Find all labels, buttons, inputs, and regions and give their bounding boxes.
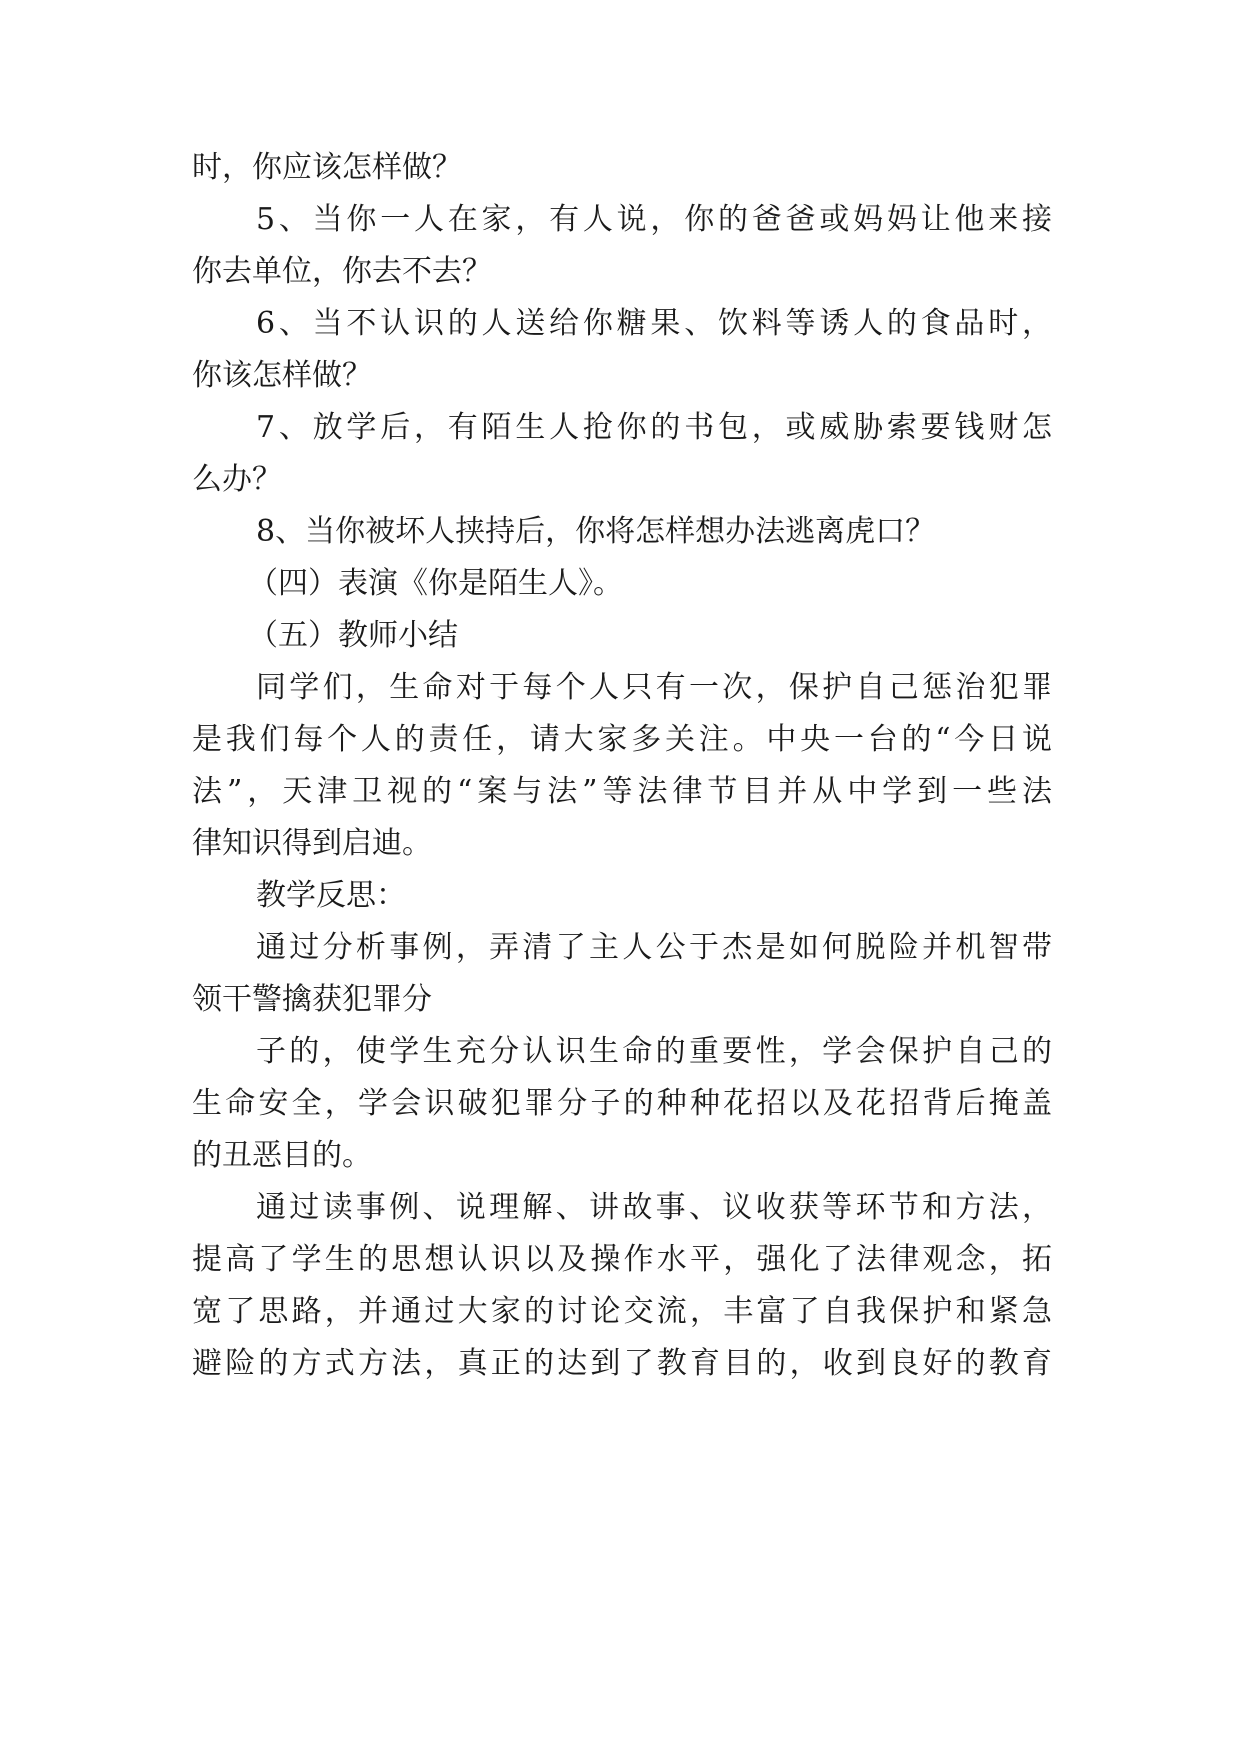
text-line: 教学反思： bbox=[256, 878, 406, 913]
text-line: 你去单位，你去不去？ bbox=[192, 254, 492, 289]
text-line: 么办？ bbox=[192, 462, 282, 497]
text-line: 提高了学生的思想认识以及操作水平，强化了法律观念，拓 bbox=[192, 1242, 1052, 1277]
text-line: 时，你应该怎样做？ bbox=[192, 150, 462, 185]
text-line: 5、当你一人在家，有人说，你的爸爸或妈妈让他来接 bbox=[256, 202, 1052, 237]
text-line: （四）表演《你是陌生人》。 bbox=[248, 566, 623, 601]
text-line: 宽了思路，并通过大家的讨论交流，丰富了自我保护和紧急 bbox=[192, 1294, 1052, 1329]
text-line: 的丑恶目的。 bbox=[192, 1138, 372, 1173]
text-line: 8、当你被坏人挟持后，你将怎样想办法逃离虎口？ bbox=[256, 514, 936, 549]
text-line: 领干警擒获犯罪分 bbox=[192, 982, 432, 1017]
text-line: 法”，天津卫视的“案与法”等法律节目并从中学到一些法 bbox=[192, 774, 1052, 809]
text-line: 避险的方式方法，真正的达到了教育目的，收到良好的教育 bbox=[192, 1346, 1052, 1381]
text-line: 是我们每个人的责任，请大家多关注。中央一台的“今日说 bbox=[192, 722, 1052, 757]
text-line: 同学们，生命对于每个人只有一次，保护自己惩治犯罪 bbox=[256, 670, 1052, 705]
text-line: 生命安全，学会识破犯罪分子的种种花招以及花招背后掩盖 bbox=[192, 1086, 1052, 1121]
text-line: 你该怎样做？ bbox=[192, 358, 372, 393]
text-line: （五）教师小结 bbox=[248, 618, 458, 653]
text-line: 子的，使学生充分认识生命的重要性，学会保护自己的 bbox=[256, 1034, 1052, 1069]
text-line: 7、放学后，有陌生人抢你的书包，或威胁索要钱财怎 bbox=[256, 410, 1052, 445]
text-line: 6、当不认识的人送给你糖果、饮料等诱人的食品时， bbox=[256, 306, 1052, 341]
text-line: 通过读事例、说理解、讲故事、议收获等环节和方法， bbox=[256, 1190, 1052, 1225]
text-line: 律知识得到启迪。 bbox=[192, 826, 432, 861]
text-line: 通过分析事例，弄清了主人公于杰是如何脱险并机智带 bbox=[256, 930, 1052, 965]
